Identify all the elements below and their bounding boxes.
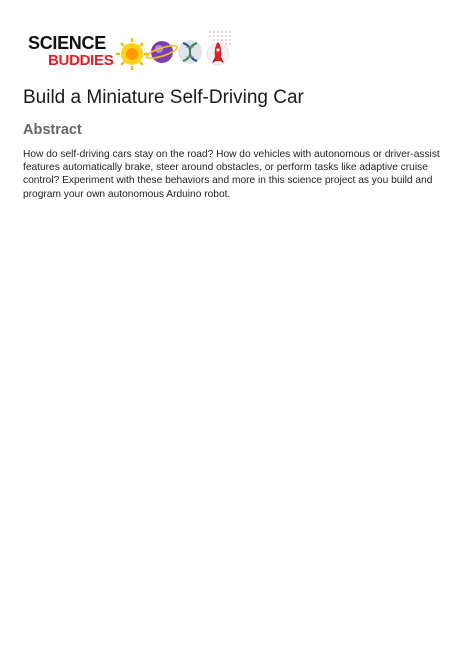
sun-icon [116,38,148,70]
logo-text-science: SCIENCE [28,33,106,53]
dot-grid-icon [209,31,231,45]
abstract-heading: Abstract [23,122,82,138]
planet-icon [146,41,179,63]
logo-icon-strip [114,28,244,74]
rocket-icon [207,42,229,65]
dna-icon [178,40,202,64]
abstract-text: How do self-driving cars stay on the road? How do vehicles with autonomous or driver-assist features automatically brake, steer around obstacles, or perform tasks like adaptive cruise control? Experiment with these behaviors and more in this science project as you build and program your own autonomous Arduino robot. [23,149,440,200]
page-title: Build a Miniature Self-Driving Car [23,87,304,108]
logo-text-buddies: BUDDIES [48,52,114,69]
science-buddies-logo[interactable] [26,26,236,74]
